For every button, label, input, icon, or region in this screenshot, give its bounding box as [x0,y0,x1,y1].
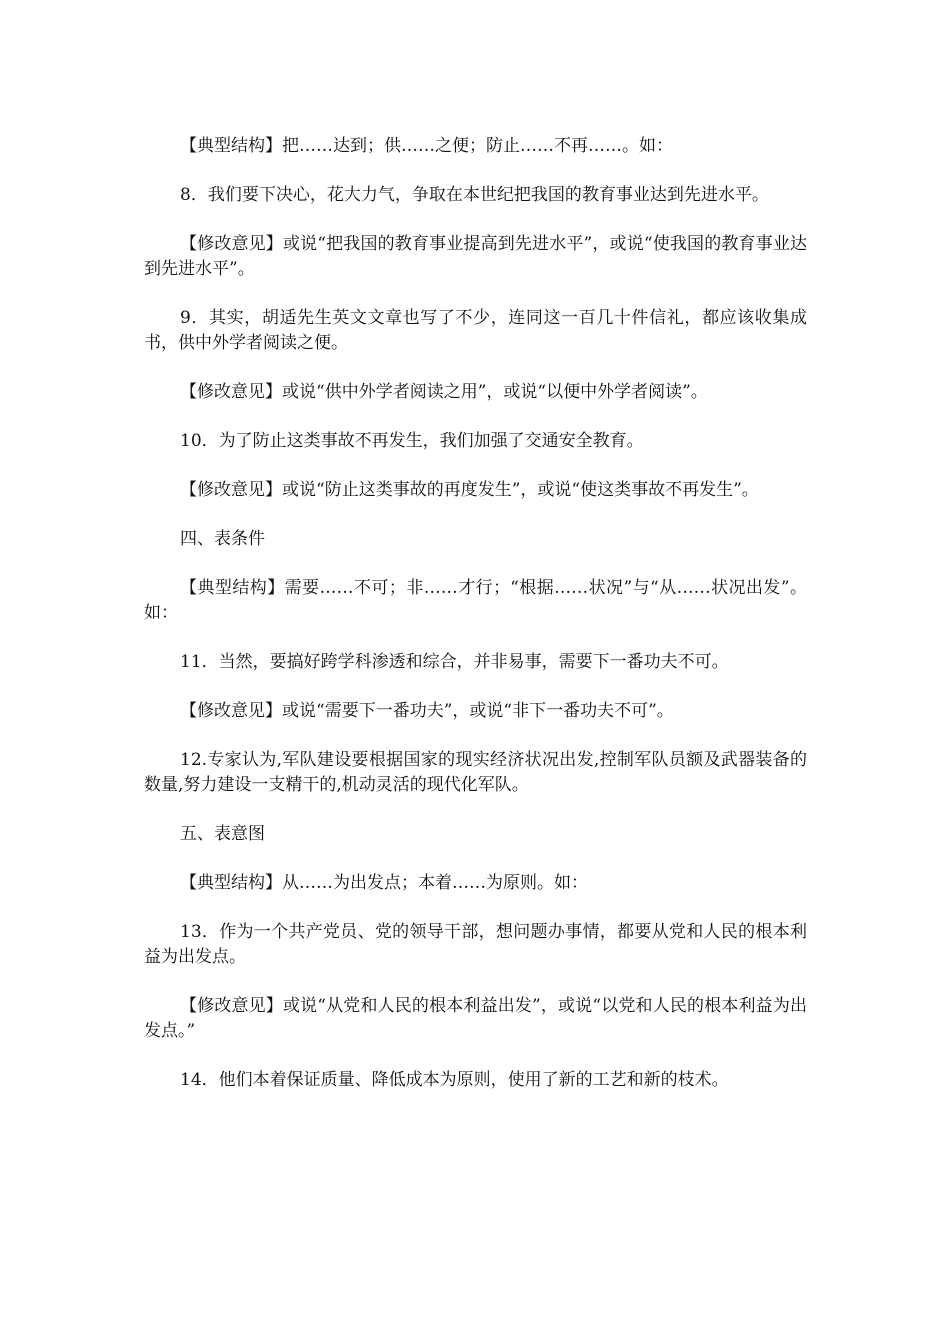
paragraph-structure-2: 【典型结构】需要……不可；非……才行；“根据……状况”与“从……状况出发”。如： [144,578,807,623]
paragraph-example-11: 11．当然，要搞好跨学科渗透和综合，并非易事，需要下一番功夫不可。 [180,652,729,672]
paragraph-example-10: 10．为了防止这类事故不再发生，我们加强了交通安全教育。 [180,431,644,451]
paragraph-example-8: 8．我们要下决心，花大力气，争取在本世纪把我国的教育事业达到先进水平。 [180,185,769,205]
paragraph-revision-11: 【修改意见】或说“需要下一番功夫”，或说“非下一番功夫不可”。 [180,701,674,721]
paragraph-example-14: 14．他们本着保证质量、降低成本为原则，使用了新的工艺和新的枝术。 [180,1070,729,1090]
section-heading-intention: 五、表意图 [180,824,265,844]
document-body [144,134,807,1117]
paragraph-revision-13: 【修改意见】或说“从党和人民的根本利益出发”，或说“以党和人民的根本利益为出发点。” [144,996,807,1041]
paragraph-example-12: 12.专家认为,军队建设要根据国家的现实经济状况出发,控制军队员额及武器装备的数量,努力建设一支精干的,机动灵活的现代化军队。 [144,750,807,795]
section-heading-condition: 四、表条件 [180,529,265,549]
paragraph-example-9: 9．其实，胡适先生英文文章也写了不少，连同这一百几十件信礼，都应该收集成书，供中外学者阅读之便。 [144,308,807,353]
paragraph-revision-8: 【修改意见】或说“把我国的教育事业提高到先进水平”，或说“使我国的教育事业达到先进水平”。 [144,234,807,279]
paragraph-revision-10: 【修改意见】或说“防止这类事故的再度发生”，或说“使这类事故不再发生”。 [180,480,759,500]
paragraph-structure-3: 【典型结构】从……为出发点；本着……为原则。如： [180,873,588,893]
paragraph-example-13: 13．作为一个共产党员、党的领导干部，想问题办事情，都要从党和人民的根本利益为出发点。 [144,922,807,967]
paragraph-revision-9: 【修改意见】或说“供中外学者阅读之用”，或说“以便中外学者阅读”。 [180,382,708,402]
paragraph-structure-1: 【典型结构】把……达到；供……之便；防止……不再……。如： [180,136,673,156]
